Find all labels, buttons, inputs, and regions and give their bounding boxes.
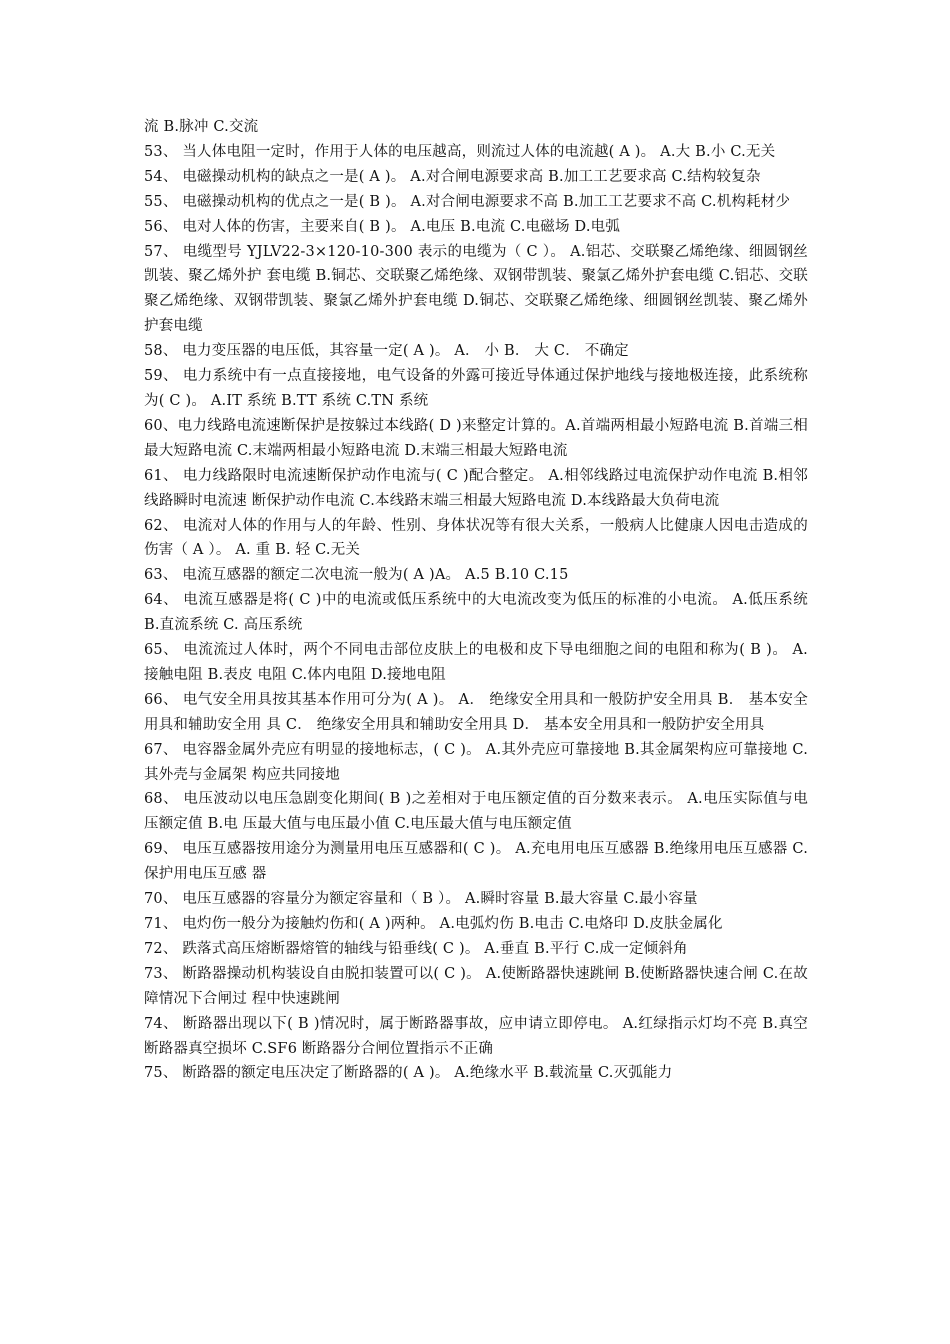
question-72: 72、 跌落式高压熔断器熔管的轴线与铅垂线( C )。 A.垂直 B.平行 C.成一定倾斜角	[144, 940, 688, 957]
question-62: 62、 电流对人体的作用与人的年龄、性别、身体状况等有很大关系，一般病人比健康人因电击造成的伤害（ A ）。 A. 重 B. 轻 C.无关	[144, 517, 808, 559]
question-63: 63、 电流互感器的额定二次电流一般为( A )A。 A.5 B.10 C.15	[144, 567, 569, 584]
question-57: 57、 电缆型号 YJLV22-3×120-10-300 表示的电缆为（ C ）。 A.铝芯、交联聚乙烯绝缘、细圆钢丝凯装、聚乙烯外护 套电缆 B.铜芯、交联聚乙烯绝缘、双钢带凯装、聚氯乙烯外护套电缆 C.铝芯、交联聚乙烯绝缘、双钢带凯装、聚氯乙烯外护套电缆 D.铜芯、交联聚乙烯绝缘、细圆钢丝凯装、聚乙烯外护套电缆	[144, 243, 808, 335]
document-body	[144, 115, 808, 1086]
question-60: 60、电力线路电流速断保护是按躲过本线路( D )来整定计算的。A.首端两相最小短路电流 B.首端三相最大短路电流 C.末端两相最小短路电流 D.末端三相最大短路电流	[144, 417, 808, 459]
question-69: 69、 电压互感器按用途分为测量用电压互感器和( C )。 A.充电用电压互感器 B.绝缘用电压互感器 C.保护用电压互感 器	[144, 841, 808, 883]
question-73: 73、 断路器操动机构装设自由脱扣装置可以( C )。 A.使断路器快速跳闸 B.使断路器快速合闸 C.在故障情况下合闸过 程中快速跳闸	[144, 965, 808, 1007]
question-56: 56、 电对人体的伤害，主要来自( B )。 A.电压 B.电流 C.电磁场 D.电弧	[144, 218, 621, 235]
question-75: 75、 断路器的额定电压决定了断路器的( A )。 A.绝缘水平 B.载流量 C.灭弧能力	[144, 1065, 673, 1082]
question-70: 70、 电压互感器的容量分为额定容量和（ B ）。 A.瞬时容量 B.最大容量 C.最小容量	[144, 891, 698, 908]
question-55: 55、 电磁操动机构的优点之一是( B )。 A.对合闸电源要求不高 B.加工工艺要求不高 C.机构耗材少	[144, 193, 791, 210]
question-65: 65、 电流流过人体时，两个不同电击部位皮肤上的电极和皮下导电细胞之间的电阻和称为( B )。 A.接触电阻 B.表皮 电阻 C.体内电阻 D.接地电阻	[144, 642, 808, 683]
question-61: 61、 电力线路限时电流速断保护动作电流与( C )配合整定。 A.相邻线路过电流保护动作电流 B.相邻线路瞬时电流速 断保护动作电流 C.本线路末端三相最大短路电流 D.本线路最大负荷电流	[144, 467, 808, 509]
question-68: 68、 电压波动以电压急剧变化期间( B )之差相对于电压额定值的百分数来表示。 A.电压实际值与电压额定值 B.电 压最大值与电压最小值 C.电压最大值与电压额定值	[144, 791, 808, 833]
question-64: 64、 电流互感器是将( C )中的电流或低压系统中的大电流改变为低压的标准的小电流。 A.低压系统 B.直流系统 C. 高压系统	[144, 592, 808, 634]
question-66: 66、 电气安全用具按其基本作用可分为( A )。 A． 绝缘安全用具和一般防护安全用具 B． 基本安全用具和辅助安全用 具 C． 绝缘安全用具和辅助安全用具 D． 基本安全用具和一般防护安全用具	[144, 691, 808, 733]
question-71: 71、 电灼伤一般分为接触灼伤和( A )两种。 A.电弧灼伤 B.电击 C.电烙印 D.皮肤金属化	[144, 916, 723, 932]
question-58: 58、 电力变压器的电压低，其容量一定( A )。 A． 小 B． 大 C． 不确定	[144, 343, 629, 360]
question-fragment: 流 B.脉冲 C.交流	[144, 119, 259, 135]
question-59: 59、 电力系统中有一点直接接地，电气设备的外露可接近导体通过保护地线与接地极连接，此系统称为( C )。 A.IT 系统 B.TT 系统 C.TN 系统	[144, 368, 808, 409]
question-53: 53、 当人体电阻一定时，作用于人体的电压越高，则流过人体的电流越( A )。 A.大 B.小 C.无关	[144, 143, 776, 160]
question-67: 67、 电容器金属外壳应有明显的接地标志，( C )。 A.其外壳应可靠接地 B.其金属架构应可靠接地 C.其外壳与金属架 构应共同接地	[144, 741, 808, 783]
question-54: 54、 电磁操动机构的缺点之一是( A )。 A.对合闸电源要求高 B.加工工艺要求高 C.结构较复杂	[144, 168, 761, 185]
question-74: 74、 断路器出现以下( B )情况时，属于断路器事故，应申请立即停电。 A.红绿指示灯均不亮 B.真空断路器真空损坏 C.SF6 断路器分合闸位置指示不正确	[144, 1015, 808, 1057]
